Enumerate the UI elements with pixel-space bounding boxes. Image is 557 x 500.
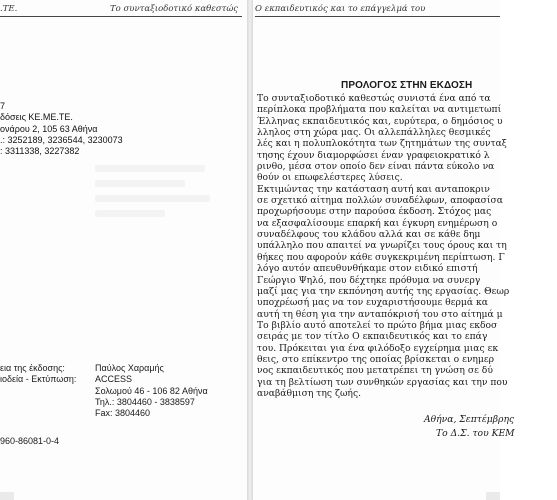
left-header-prefix: .ΤΕ.	[0, 4, 18, 14]
left-page	[0, 0, 247, 500]
imprint-block	[0, 101, 123, 157]
text-line: τησης έχουν διαμορφώσει έναν γραφειοκρατικό λ	[257, 149, 490, 161]
credits-value: Σολωμού 46 - 106 82 Αθήνα	[95, 385, 208, 396]
text-line: του. Πρόκειται για ένα φιλόδοξο εγχείρημα μιας εκ	[257, 342, 499, 354]
text-line: Το συνταξιοδοτικό καθεστώς συνιστά ένα από τα	[257, 93, 491, 104]
text-line: αυτή τη θέση για την ανταπόκρισή του στο αίτημά μ	[257, 308, 503, 320]
text-line: λές και η πολυπλοκότητα των ζητημάτων της συνταξ	[257, 138, 507, 150]
imprint-line: .: 3252189, 3236544, 3230073	[0, 134, 123, 145]
text-line: μαζί μας για την εκπόνηση αυτής της εργασίας. Θεωρ	[257, 285, 510, 297]
credits-label: εια της έκδοσης:	[0, 363, 65, 373]
credits-value: Fax: 3804460	[95, 408, 151, 419]
bleed-through-text	[95, 165, 215, 225]
isbn: 960-86081-0-4	[0, 436, 60, 446]
text-line: ρινθο, μέσα στον οποίο δεν είναι πάντα εύκολο να	[257, 161, 495, 173]
signature-place-date: Αθήνα, Σεπτέμβρης	[424, 414, 515, 425]
text-line: σε σχετικό αίτημα πολλών συναδέλφων, αποφασίσα	[257, 195, 504, 207]
text-line: Γεώργιο Ψηλό, που δέχτηκε πρόθυμα να συνεργ	[257, 274, 481, 286]
right-running-header: Ο εκπαιδευτικός και το επάγγελμά του	[255, 4, 426, 14]
imprint-line: 7	[0, 101, 6, 111]
right-page	[253, 0, 515, 500]
text-line: σειράς με τον τίτλο Ο εκπαιδευτικός και το επάγ	[257, 331, 488, 343]
left-running-header: Το συνταξιοδοτικό καθεστώς	[110, 4, 239, 14]
credits-label: ιοδεία - Εκτύπωση:	[0, 374, 77, 385]
text-line: Εκτιμώντας την κατάσταση αυτή και ανταποκριν	[257, 183, 490, 195]
page-corner	[0, 492, 14, 500]
imprint-line: ονάρου 2, 105 63 Αθήνα	[0, 123, 98, 134]
text-line: υπάλληλο που απαιτεί να γνωρίζει τους όρους και τη	[257, 240, 507, 252]
preface-body	[257, 93, 557, 399]
text-line: θήκες που αφορούν κάθε συγκεκριμένη περίπτωση. Γ	[257, 251, 505, 263]
text-line: Το βιβλίο αυτό αποτελεί το πρώτο βήμα μιας εκδοσ	[257, 319, 498, 331]
left-header-rule	[0, 16, 242, 17]
text-line: περίπλοκα προβλήματα που καλείται να αντιμετωπί	[257, 104, 502, 116]
text-line: να εξασφαλίσουμε επαρκή και έγκυρη ενημέρωση ο	[257, 217, 498, 229]
imprint-line: : 3311338, 3227382	[0, 146, 80, 157]
page-corner	[486, 492, 500, 500]
right-header-rule	[255, 16, 500, 17]
text-line: λόγο αυτόν απευθυνθήκαμε στον ειδικό επιστή	[257, 263, 478, 275]
text-line: Έλληνας εκπαιδευτικός και, ευρύτερα, ο δημόσιος υ	[257, 115, 503, 127]
page-title: ΠΡΟΛΟΓΟΣ ΣΤΗΝ ΕΚΔΟΣΗ	[341, 80, 473, 91]
credits-value: Παύλος Χαραμής	[95, 363, 164, 373]
text-line: νος εκπαιδευτικός που μετατρέπει τη γνώση σε δύ	[257, 365, 493, 377]
text-line: θεις, στο επίκεντρο της οποίας βρίσκεται ο ενημερ	[257, 353, 495, 365]
text-line: υποχρέωσή μας να τον ευχαριστήσουμε θερμά κα	[257, 297, 488, 309]
text-line: προχωρήσουμε στην παρούσα έκδοση. Στόχος μας	[257, 206, 492, 218]
credits-value: Τηλ.: 3804460 - 3838597	[95, 396, 195, 407]
text-line: θούν οι επωφελέστερες λύσεις.	[257, 172, 403, 184]
text-line: λληλος στη χώρα μας. Οι αλλεπάλληλες θεσμικές	[257, 127, 491, 139]
imprint-line: δόσεις ΚΕ.ΜΕ.ΤΕ.	[0, 112, 73, 123]
credits-value: ACCESS	[95, 374, 133, 385]
text-line: αναβάθμιση της ζωής.	[257, 387, 362, 399]
signature-organization: Το Δ.Σ. του ΚΕΜ	[436, 428, 515, 439]
text-line: για τη βελτίωση των συνθηκών εργασίας και την που	[257, 376, 508, 388]
text-line: συναδέλφους του κλάδου αλλά και σε κάθε δημ	[257, 229, 481, 241]
